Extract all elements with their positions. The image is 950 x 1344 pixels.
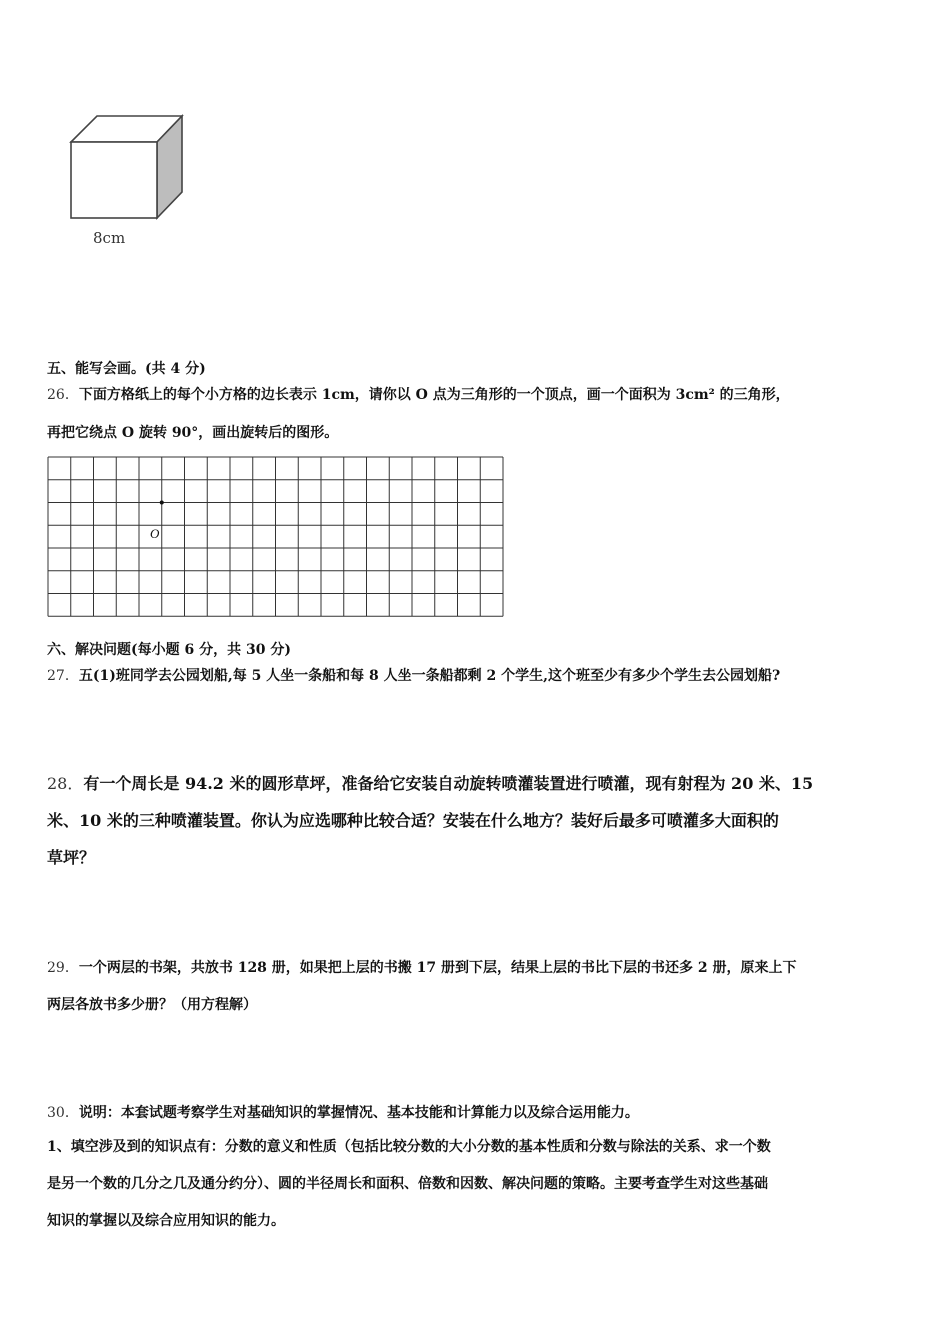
cube-figure bbox=[60, 105, 200, 255]
q27-line bbox=[47, 666, 780, 686]
q26-number: 26． bbox=[47, 387, 79, 403]
origin-point bbox=[160, 501, 164, 505]
q27-number: 27． bbox=[47, 668, 79, 684]
cube-front-face bbox=[71, 142, 157, 218]
q30-line3: 是另一个数的几分之几及通分约分）、圆的半径周长和面积、倍数和因数、解决问题的策略。主要考查学生对这些基础 bbox=[47, 1176, 768, 1192]
section6-heading: 六、解决问题(每小题 6 分，共 30 分) bbox=[47, 642, 291, 658]
cube-dimension-label: 8cm bbox=[93, 229, 126, 247]
q30-line4: 知识的掌握以及综合应用知识的能力。 bbox=[47, 1213, 285, 1229]
q26-line1 bbox=[47, 385, 790, 405]
q26-text-line1: 下面方格纸上的每个小方格的边长表示 1cm，请你以 O 点为三角形的一个顶点，画一个面积为 3cm² 的三角形， bbox=[78, 387, 790, 403]
grid-paper bbox=[47, 456, 505, 619]
q29-line2: 两层各放书多少册？（用方程解） bbox=[47, 997, 257, 1013]
q26-line2: 再把它绕点 O 旋转 90°，画出旋转后的图形。 bbox=[47, 425, 339, 441]
q30-line1 bbox=[47, 1103, 639, 1123]
q29-number: 29． bbox=[47, 960, 79, 976]
q28-text-line1: 有一个周长是 94.2 米的圆形草坪，准备给它安装自动旋转喷灌装置进行喷灌，现有射程为 20 米、15 bbox=[83, 774, 814, 793]
q29-text-line1: 一个两层的书架，共放书 128 册，如果把上层的书搬 17 册到下层，结果上层的书比下层的书还多 2 册，原来上下 bbox=[78, 960, 797, 976]
q28-line1 bbox=[47, 774, 813, 794]
origin-point-label: O bbox=[150, 526, 160, 541]
q29-line1 bbox=[47, 958, 797, 978]
section5-heading: 五、能写会画。(共 4 分) bbox=[47, 361, 206, 377]
q27-text: 五(1)班同学去公园划船,每 5 人坐一条船和每 8 人坐一条船都剩 2 个学生,这个班至少有多少个学生去公园划船? bbox=[78, 668, 781, 684]
q30-number: 30． bbox=[47, 1105, 79, 1121]
q28-line2: 米、10 米的三种喷灌装置。你认为应选哪种比较合适？安装在什么地方？装好后最多可喷灌多大面积的 bbox=[47, 811, 779, 830]
q28-line3: 草坪？ bbox=[47, 848, 96, 867]
q30-line2: 1、填空涉及到的知识点有：分数的意义和性质（包括比较分数的大小分数的基本性质和分数与除法的关系、求一个数 bbox=[47, 1139, 771, 1155]
q28-number: 28． bbox=[47, 774, 84, 793]
q30-text-line1: 说明：本套试题考察学生对基础知识的掌握情况、基本技能和计算能力以及综合运用能力。 bbox=[78, 1105, 639, 1121]
